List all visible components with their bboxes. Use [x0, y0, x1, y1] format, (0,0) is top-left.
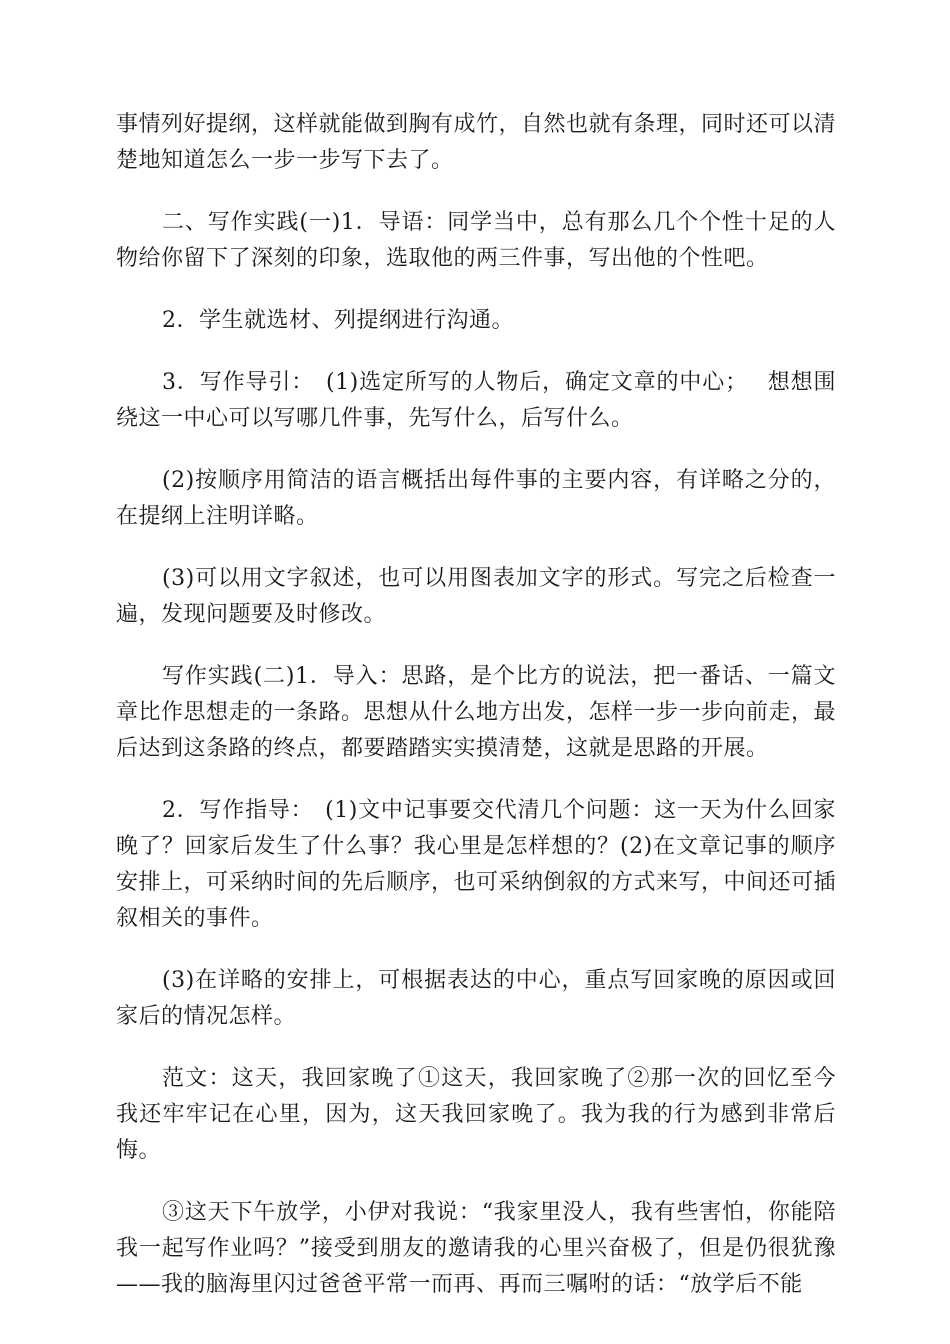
paragraph-guide-step-3: (3)可以用文字叙述，也可以用图表加文字的形式。写完之后检查一遍，发现问题要及时修改。 — [116, 566, 836, 627]
paragraph-writing-guide: 3．写作导引： (1)选定所写的人物后，确定文章的中心； 想想围绕这一中心可以写哪几件事，先写什么，后写什么。 — [116, 370, 836, 431]
paragraph-detail-arrangement: (3)在详略的安排上，可根据表达的中心，重点写回家晚的原因或回家后的情况怎样。 — [116, 968, 836, 1029]
paragraph-discussion: 2．学生就选材、列提纲进行沟通。 — [162, 308, 514, 333]
document-page — [116, 107, 836, 1329]
paragraph-practice-two-intro: 写作实践(二)1．导入：思路，是个比方的说法，把一番话、一篇文章比作思想走的一条路。思想从什么地方出发，怎样一步一步向前走，最后达到这条路的终点，都要踏踏实实摸清楚，这就是思路的开展。 — [116, 664, 837, 761]
paragraph-outline-conclusion: 事情列好提纲，这样就能做到胸有成竹，自然也就有条理，同时还可以清楚地知道怎么一步一步写下去了。 — [116, 112, 837, 173]
paragraph-writing-instruction: 2．写作指导： (1)文中记事要交代清几个问题：这一天为什么回家晚了？回家后发生了什么事？我心里是怎样想的？(2)在文章记事的顺序安排上，可采纳时间的先后顺序，也可采纳倒叙的方式来写，中间还可插叙相关的事件。 — [116, 798, 837, 931]
paragraph-sample-continued: ③这天下午放学，小伊对我说：“我家里没人，我有些害怕，你能陪我一起写作业吗？”接受到朋友的邀请我的心里兴奋极了，但是仍很犹豫——我的脑海里闪过爸爸平常一而再、再而三嘱咐的话：“放学后不能 — [116, 1200, 836, 1297]
paragraph-guide-step-2: (2)按顺序用简洁的语言概括出每件事的主要内容，有详略之分的，在提纲上注明详略。 — [116, 468, 836, 529]
paragraph-practice-one-intro: 二、写作实践(一)1．导语：同学当中，总有那么几个个性十足的人物给你留下了深刻的印象，选取他的两三件事，写出他的个性吧。 — [116, 210, 836, 271]
paragraph-sample-essay: 范文：这天，我回家晚了①这天，我回家晚了②那一次的回忆至今我还牢牢记在心里，因为，这天我回家晚了。我为我的行为感到非常后悔。 — [116, 1066, 836, 1163]
